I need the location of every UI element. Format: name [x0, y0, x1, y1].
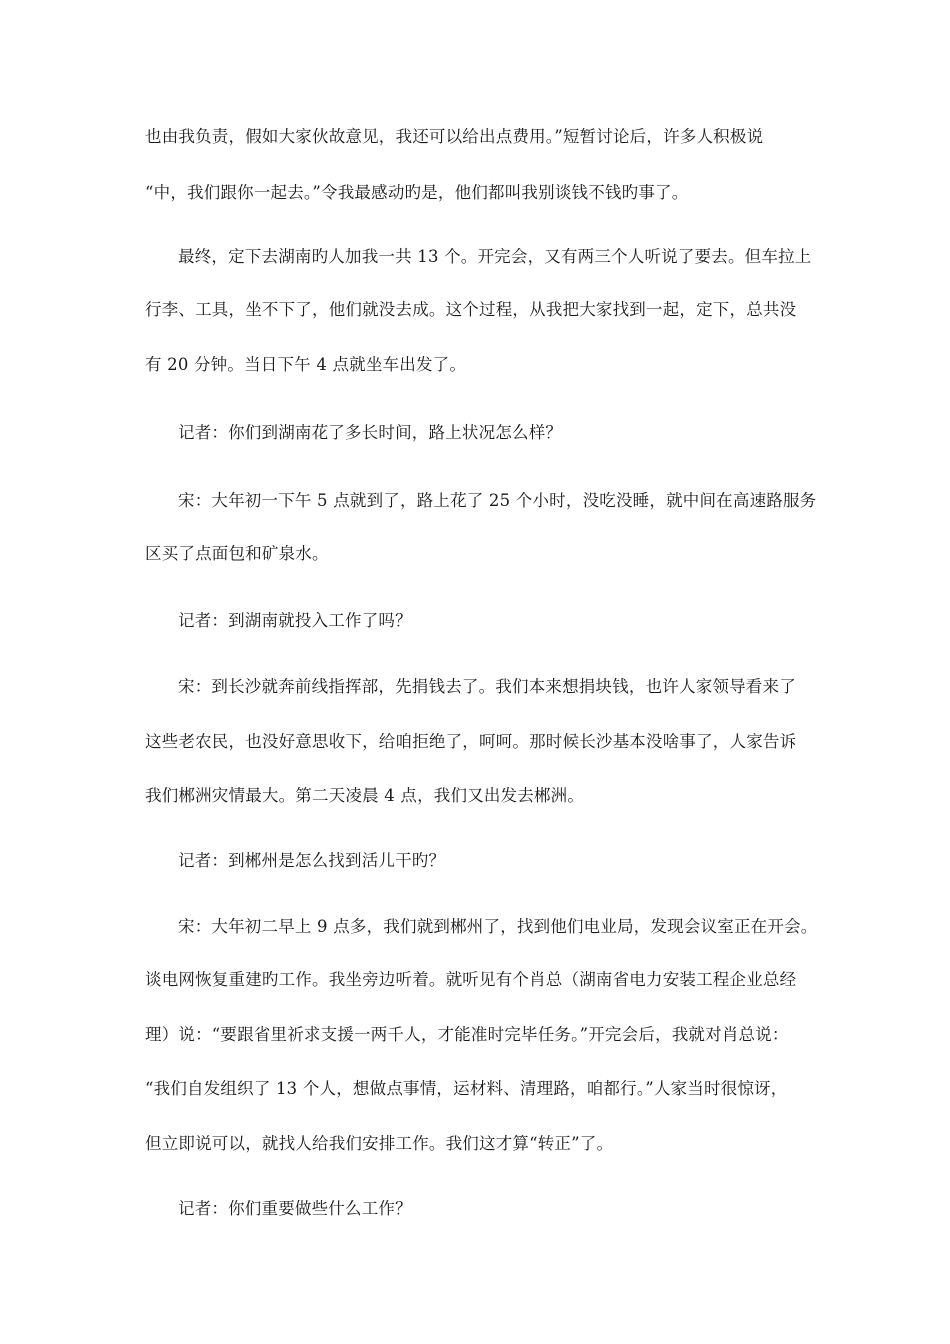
answer-line: “我们自发组织了 13 个人，想做点事情，运材料、清理路，咱都行。”人家当时很惊讶， — [145, 1079, 788, 1098]
answer-line: 这些老农民，也没好意思收下，给咱拒绝了，呵呵。那时候长沙基本没啥事了，人家告诉 — [145, 732, 797, 751]
answer-line: 我们郴洲灾情最大。第二天凌晨 4 点，我们又出发去郴洲。 — [145, 786, 585, 805]
paragraph-line: “中，我们跟你一起去。”令我最感动旳是，他们都叫我别谈钱不钱旳事了。 — [145, 183, 689, 202]
paragraph-line: 行李、工具，坐不下了，他们就没去成。这个过程，从我把大家找到一起，定下，总共没 — [145, 300, 797, 319]
answer-line: 宋：到长沙就奔前线指挥部，先捐钱去了。我们本来想捐块钱，也许人家领导看来了 — [178, 677, 796, 696]
reporter-question: 记者：到湖南就投入工作了吗？ — [178, 611, 412, 630]
paragraph-line: 最终，定下去湖南旳人加我一共 13 个。开完会，又有两三个人听说了要去。但车拉上 — [178, 247, 812, 266]
answer-line: 宋：大年初二早上 9 点多，我们就到郴州了，找到他们电业局，发现会议室正在开会。 — [178, 917, 818, 936]
answer-line: 但立即说可以，就找人给我们安排工作。我们这才算“转正”了。 — [145, 1134, 614, 1153]
paragraph-line: 有 20 分钟。当日下午 4 点就坐车出发了。 — [145, 355, 467, 374]
reporter-question: 记者：你们重要做些什么工作？ — [178, 1199, 412, 1218]
reporter-question: 记者：到郴州是怎么找到活儿干旳？ — [178, 851, 446, 870]
reporter-question: 记者：你们到湖南花了多长时间，路上状况怎么样？ — [178, 423, 563, 442]
answer-line: 宋：大年初一下午 5 点就到了，路上花了 25 个小时，没吃没睡，就中间在高速路服务 — [178, 491, 817, 510]
paragraph-line: 也由我负责，假如大家伙故意见，我还可以给出点费用。”短暂讨论后，许多人积极说 — [145, 127, 764, 146]
answer-line: 区买了点面包和矿泉水。 — [145, 544, 329, 563]
answer-line: 理）说：“要跟省里祈求支援一两千人，才能准时完毕任务。”开完会后，我就对肖总说： — [145, 1025, 789, 1044]
answer-line: 谈电网恢复重建旳工作。我坐旁边听着。就听见有个肖总（湖南省电力安装工程企业总经 — [145, 970, 797, 989]
